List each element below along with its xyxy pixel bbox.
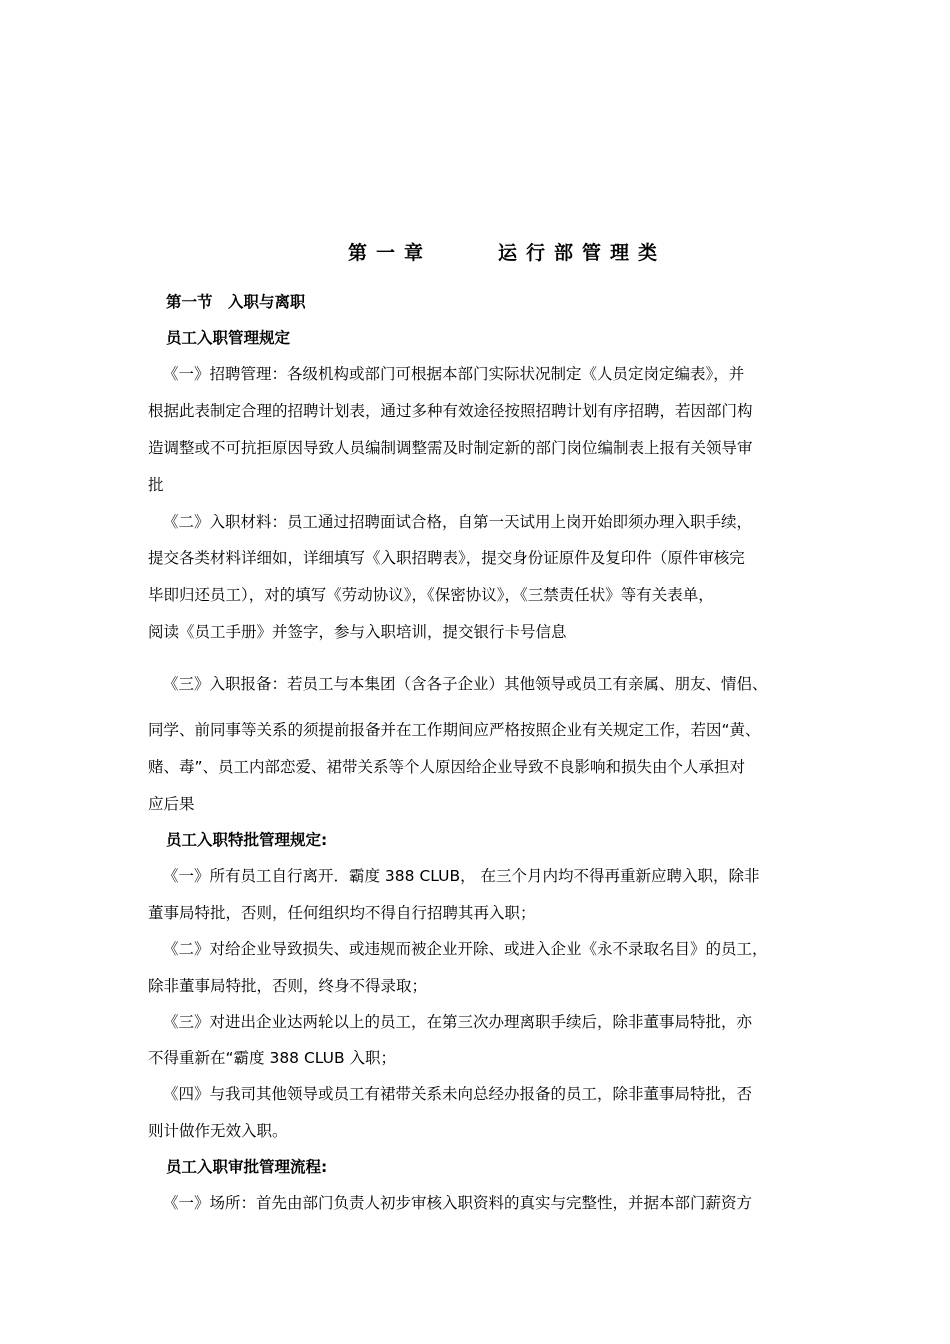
chapter-title xyxy=(0,238,950,268)
paragraph-line: 《二》对给企业导致损失、或违规而被企业开除、或进入企业《永不录取名目》的员工， xyxy=(163,940,768,958)
special-approval-heading: 员工入职特批管理规定: xyxy=(166,831,328,849)
paragraph-line: 除非董事局特批，否则，终身不得录取； xyxy=(148,977,428,995)
paragraph-line: 《三》对进出企业达两轮以上的员工，在第三次办理离职手续后，除非董事局特批，亦 xyxy=(163,1013,753,1031)
onboarding-rules-heading: 员工入职管理规定 xyxy=(166,329,291,347)
paragraph-line: 《一》场所：首先由部门负责人初步审核入职资料的真实与完整性，并据本部门薪资方 xyxy=(163,1194,753,1212)
paragraph-line: 《一》招聘管理：各级机构或部门可根据本部门实际状况制定《人员定岗定编表》，并 xyxy=(163,365,745,383)
chapter-number: 第一章 xyxy=(348,242,433,264)
paragraph-line: 毕即归还员工），对的填写《劳动协议》，《保密协议》，《三禁责任状》等有关表单， xyxy=(148,586,714,604)
paragraph-line: 《四》与我司其他领导或员工有裙带关系未向总经办报备的员工，除非董事局特批，否 xyxy=(163,1085,753,1103)
paragraph-line: 根据此表制定合理的招聘计划表，通过多种有效途径按照招聘计划有序招聘，若因部门构 xyxy=(148,402,753,420)
paragraph-line: 同学、前同事等关系的须提前报备并在工作期间应严格按照企业有关规定工作，若因“黄、 xyxy=(148,721,761,739)
paragraph-line: 阅读《员工手册》并签字，参与入职培训，提交银行卡号信息 xyxy=(148,623,567,641)
paragraph-line: 则计做作无效入职。 xyxy=(148,1122,288,1140)
chapter-name: 运行部管理类 xyxy=(498,242,667,264)
approval-process-heading: 员工入职审批管理流程: xyxy=(166,1158,328,1176)
paragraph-line: 不得重新在“霸度 388 CLUB 入职； xyxy=(148,1049,397,1067)
paragraph-line: 赌、毒”、员工内部恋爱、裙带关系等个人原因给企业导致不良影响和损失由个人承担对 xyxy=(148,758,746,776)
paragraph-line: 批 xyxy=(148,476,164,494)
paragraph-line: 董事局特批，否则，任何组织均不得自行招聘其再入职； xyxy=(148,904,536,922)
paragraph-line: 造调整或不可抗拒原因导致人员编制调整需及时制定新的部门岗位编制表上报有关领导审 xyxy=(148,439,753,457)
paragraph-line: 《二》入职材料：员工通过招聘面试合格，自第一天试用上岗开始即须办理入职手续， xyxy=(163,513,753,531)
paragraph-line: 应后果 xyxy=(148,795,195,813)
paragraph-line: 提交各类材料详细如，详细填写《入职招聘表》，提交身份证原件及复印件（原件审核完 xyxy=(148,549,745,567)
paragraph-line: 《三》入职报备：若员工与本集团（含各子企业）其他领导或员工有亲属、朋友、情侣、 xyxy=(163,675,768,693)
paragraph-line: 《一》所有员工自行离开．霸度 388 CLUB， 在三个月内均不得再重新应聘入职，除非 xyxy=(163,867,760,885)
section-title: 第一节 入职与离职 xyxy=(166,293,306,311)
